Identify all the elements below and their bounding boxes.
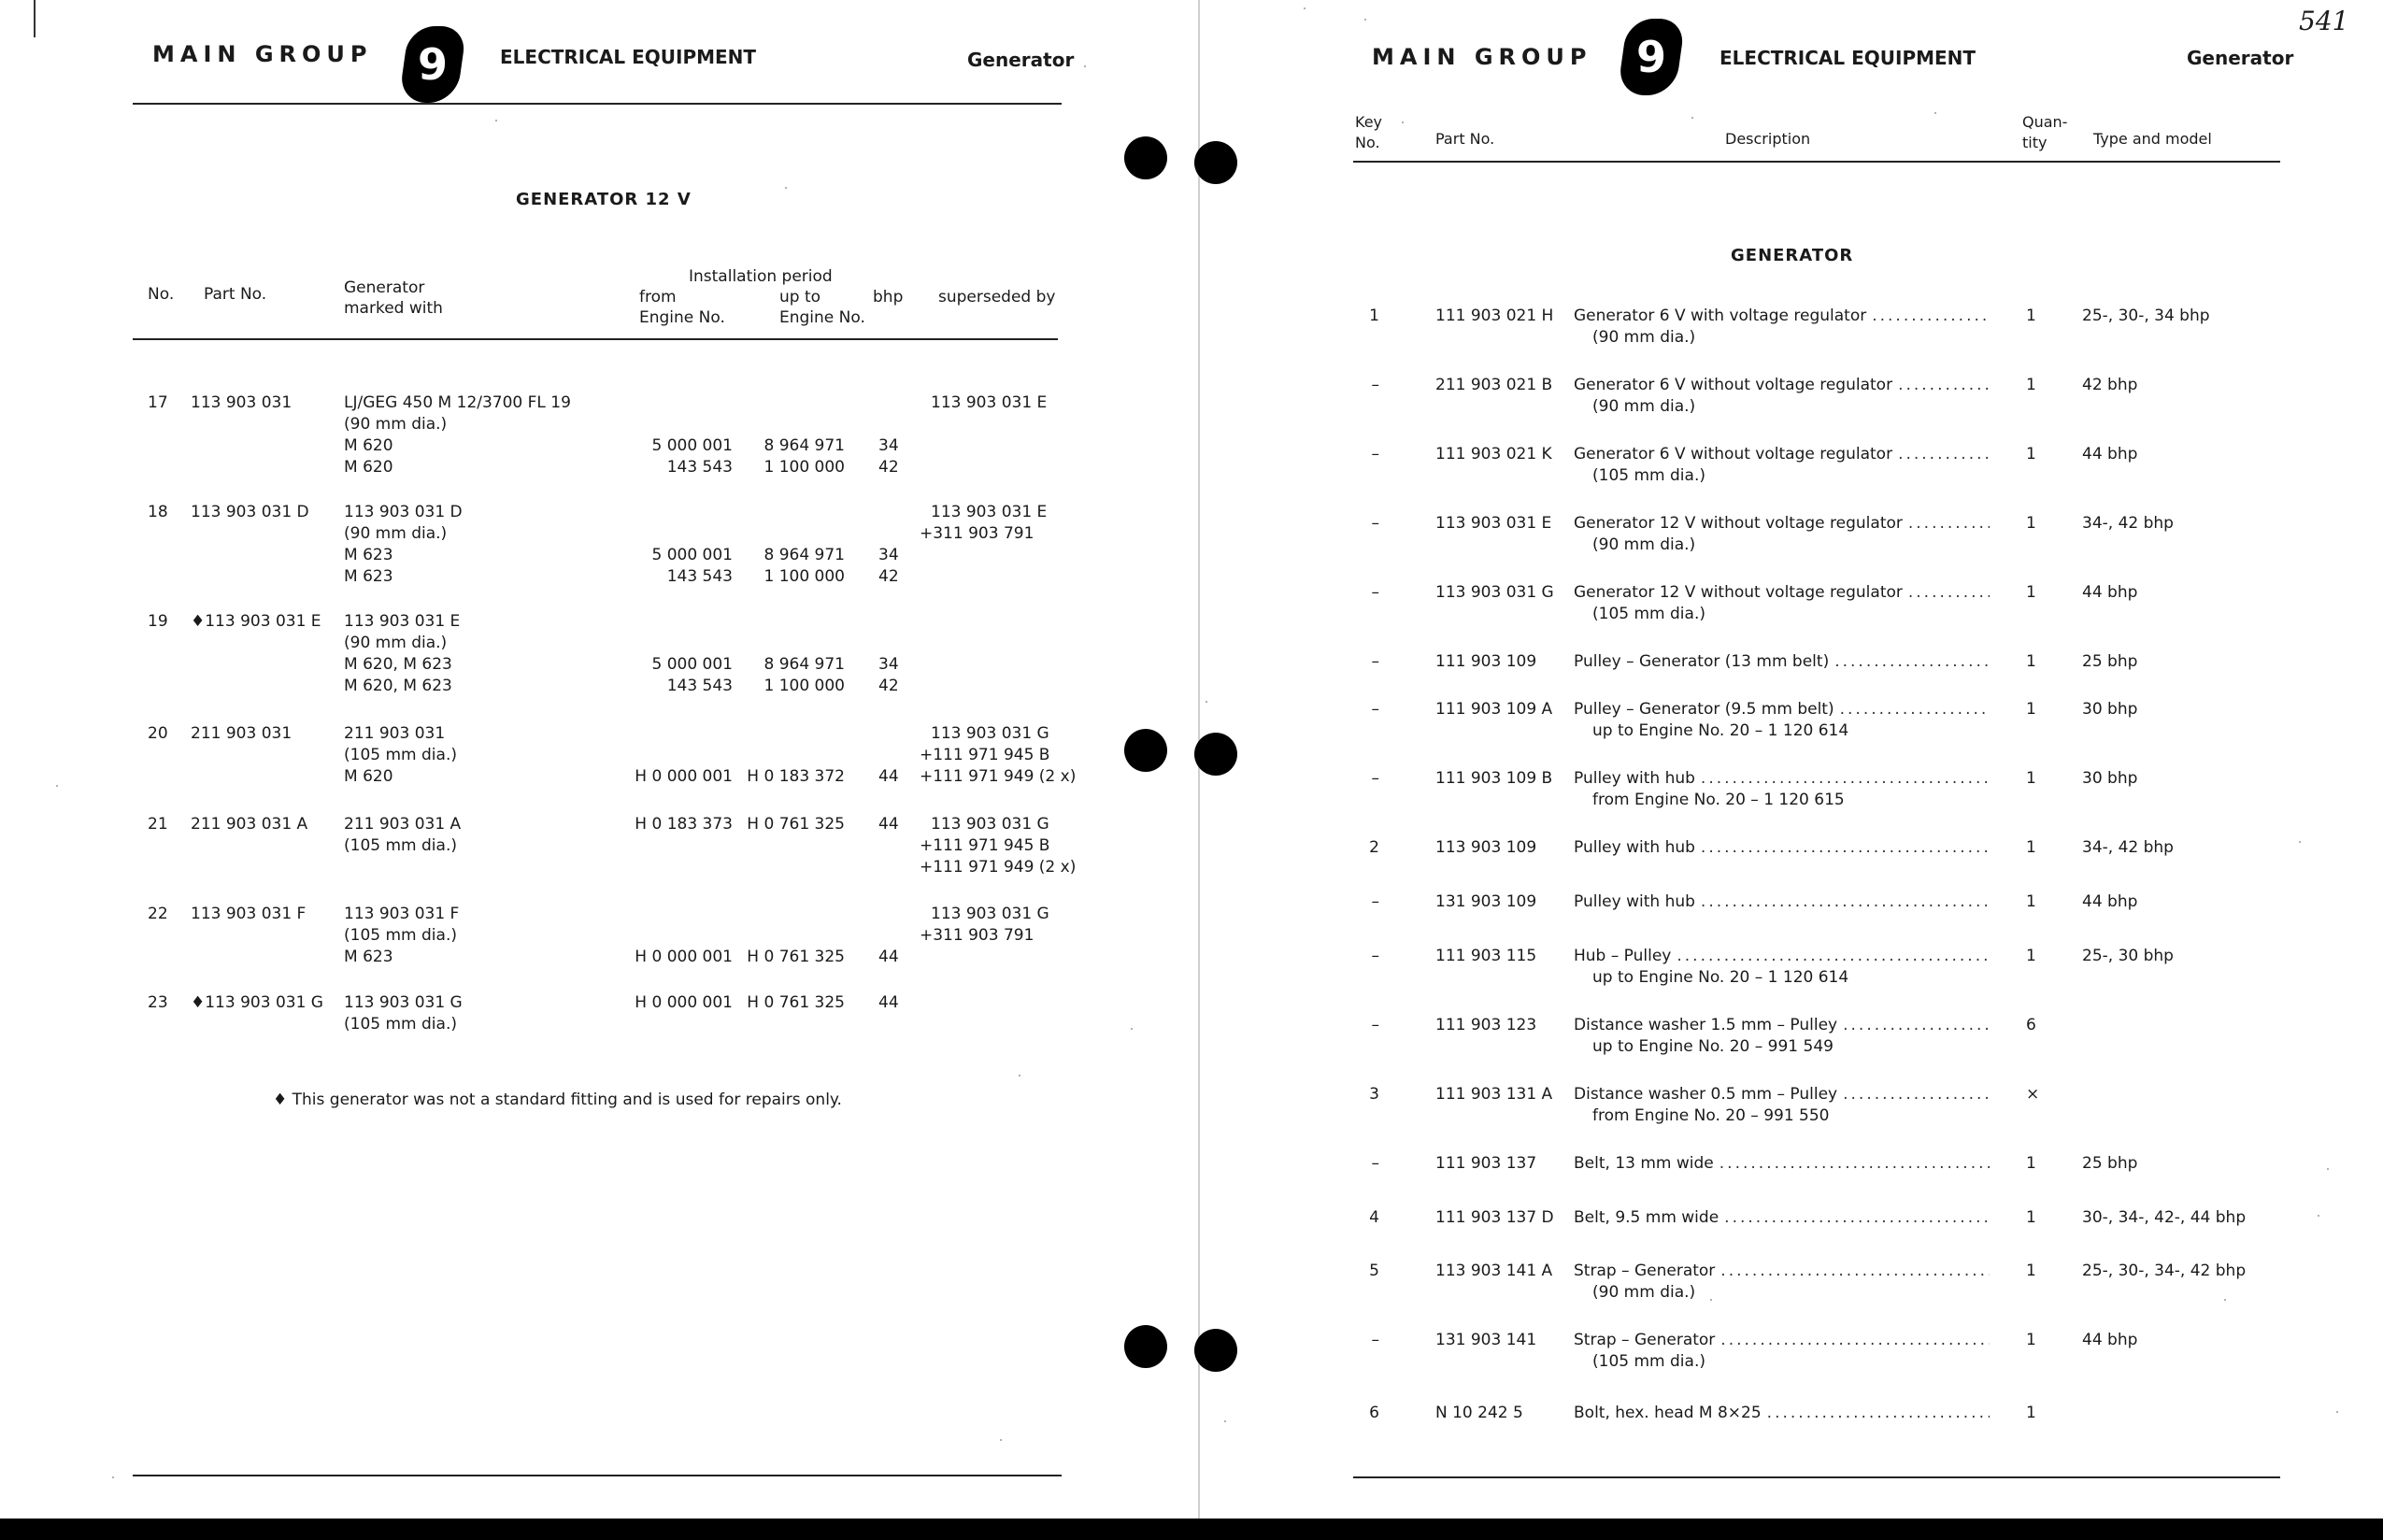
dot-leader xyxy=(1892,444,1990,465)
marked-with: (105 mm dia.) xyxy=(344,746,457,764)
scan-speck xyxy=(1206,701,1207,703)
description-continuation: (90 mm dia.) xyxy=(1592,328,1696,347)
dot-leader xyxy=(1903,513,1990,535)
description xyxy=(1574,444,1990,487)
type-and-model: 30 bhp xyxy=(2082,769,2138,788)
description-continuation: (105 mm dia.) xyxy=(1592,605,1705,623)
marked-with: M 620 xyxy=(344,458,393,477)
type-and-model: 44 bhp xyxy=(2082,1331,2138,1349)
dot-leader xyxy=(1837,1084,1990,1105)
scan-speck xyxy=(1019,1075,1020,1077)
key-number: 4 xyxy=(1369,1208,1379,1227)
bhp-value: 44 xyxy=(878,767,899,786)
up-to-engine-no: H 0 761 325 xyxy=(747,815,845,834)
subject-title: Generator xyxy=(2187,47,2294,69)
description xyxy=(1574,891,1990,913)
row-number: 19 xyxy=(148,612,168,631)
description xyxy=(1574,1153,1990,1175)
quantity: 1 xyxy=(2026,769,2036,788)
key-number: 2 xyxy=(1369,838,1379,857)
scan-speck xyxy=(1131,1028,1133,1030)
dot-leader xyxy=(1762,1403,1990,1424)
binder-hole xyxy=(1124,729,1167,772)
key-number: – xyxy=(1371,376,1379,394)
table-header-rule xyxy=(1353,161,2280,163)
up-to-engine-no: H 0 761 325 xyxy=(747,993,845,1012)
description-text: Bolt, hex. head M 8×25 xyxy=(1574,1404,1762,1422)
row-number: 23 xyxy=(148,993,168,1012)
key-number: – xyxy=(1371,769,1379,788)
bhp-value: 34 xyxy=(878,436,899,455)
dot-leader xyxy=(1695,837,1990,859)
part-number: 111 903 109 A xyxy=(1435,700,1553,719)
dot-leader xyxy=(1903,582,1990,604)
superseded-by: +111 971 949 (2 x) xyxy=(920,858,1077,877)
description-text: Generator 6 V with voltage regulator xyxy=(1574,307,1867,325)
marked-with: LJ/GEG 450 M 12/3700 FL 19 xyxy=(344,393,571,412)
description-text: Generator 6 V without voltage regulator xyxy=(1574,376,1893,394)
marked-with: (105 mm dia.) xyxy=(344,926,457,945)
part-number: 113 903 031 xyxy=(191,393,293,412)
quantity: 1 xyxy=(2026,1262,2036,1280)
marked-with: (90 mm dia.) xyxy=(344,634,448,652)
description-text: Pulley with hub xyxy=(1574,769,1695,788)
key-number: 6 xyxy=(1369,1404,1379,1422)
superseded-by: +111 971 949 (2 x) xyxy=(920,767,1077,786)
description xyxy=(1574,582,1990,625)
row-number: 17 xyxy=(148,393,168,412)
col-bhp: bhp xyxy=(873,288,904,307)
bhp-value: 44 xyxy=(878,993,899,1012)
dot-leader xyxy=(1834,699,1990,720)
bhp-value: 44 xyxy=(878,948,899,966)
description-text: Strap – Generator xyxy=(1574,1262,1716,1280)
right-page xyxy=(1200,0,2383,1519)
bhp-value: 44 xyxy=(878,815,899,834)
description xyxy=(1574,946,1990,989)
superseded-by: +111 971 945 B xyxy=(920,836,1050,855)
from-engine-no: 143 543 xyxy=(666,567,733,586)
key-number: 3 xyxy=(1369,1085,1379,1104)
binder-hole xyxy=(1124,136,1167,179)
section-title: ELECTRICAL EQUIPMENT xyxy=(500,46,757,68)
description xyxy=(1574,375,1990,418)
row-number: 21 xyxy=(148,815,168,834)
group-number-badge xyxy=(398,26,467,103)
quantity: 1 xyxy=(2026,307,2036,325)
type-and-model: 30-, 34-, 42-, 44 bhp xyxy=(2082,1208,2247,1227)
up-to-engine-no: 1 100 000 xyxy=(763,677,845,695)
description-text: Belt, 9.5 mm wide xyxy=(1574,1208,1719,1227)
part-number: 113 903 109 xyxy=(1435,838,1537,857)
col-description: Description xyxy=(1725,130,1811,148)
type-and-model: 42 bhp xyxy=(2082,376,2138,394)
key-number: – xyxy=(1371,652,1379,671)
key-number: – xyxy=(1371,445,1379,463)
type-and-model: 44 bhp xyxy=(2082,445,2138,463)
part-number: 111 903 131 A xyxy=(1435,1085,1553,1104)
part-number: 113 903 031 G xyxy=(1435,583,1554,602)
type-and-model: 25 bhp xyxy=(2082,1154,2138,1173)
subject-title: Generator xyxy=(967,49,1075,71)
up-to-engine-no: 1 100 000 xyxy=(763,567,845,586)
part-number: 111 903 115 xyxy=(1435,947,1537,965)
key-number: – xyxy=(1371,514,1379,533)
description-text: Pulley with hub xyxy=(1574,892,1695,911)
type-and-model: 34-, 42 bhp xyxy=(2082,514,2174,533)
description xyxy=(1574,699,1990,742)
key-number: – xyxy=(1371,892,1379,911)
part-number: 211 903 021 B xyxy=(1435,376,1553,394)
scan-speck xyxy=(1364,19,1366,21)
description-text: Pulley with hub xyxy=(1574,838,1695,857)
row-number: 20 xyxy=(148,724,168,743)
up-to-engine-no: H 0 761 325 xyxy=(747,948,845,966)
part-number: 111 903 109 B xyxy=(1435,769,1553,788)
marked-with: M 620, M 623 xyxy=(344,655,452,674)
col-from: from Engine No. xyxy=(639,288,725,327)
section-title: ELECTRICAL EQUIPMENT xyxy=(1719,47,1976,69)
scan-speck xyxy=(1084,65,1086,67)
marked-with: 211 903 031 A xyxy=(344,815,462,834)
description-continuation: from Engine No. 20 – 991 550 xyxy=(1592,1106,1830,1125)
superseded-by: +311 903 791 xyxy=(920,926,1035,945)
scan-mark xyxy=(34,0,36,37)
bhp-value: 34 xyxy=(878,546,899,564)
quantity: 1 xyxy=(2026,1404,2036,1422)
up-to-engine-no: 8 964 971 xyxy=(763,655,845,674)
description-continuation: (90 mm dia.) xyxy=(1592,535,1696,554)
description-text: Pulley – Generator (13 mm belt) xyxy=(1574,652,1830,671)
col-type-model: Type and model xyxy=(2093,130,2212,148)
part-number: N 10 242 5 xyxy=(1435,1404,1523,1422)
from-engine-no: 5 000 001 xyxy=(651,436,733,455)
col-marked-with: Generator marked with xyxy=(344,278,443,318)
key-number: – xyxy=(1371,1016,1379,1034)
superseded-by: +111 971 945 B xyxy=(920,746,1050,764)
binder-hole xyxy=(1194,141,1237,184)
up-to-engine-no: H 0 183 372 xyxy=(747,767,845,786)
footer-rule xyxy=(133,1475,1062,1476)
marked-with: 113 903 031 G xyxy=(344,993,463,1012)
part-number: 131 903 141 xyxy=(1435,1331,1537,1349)
part-number: 113 903 031 E xyxy=(1435,514,1552,533)
description-text: Belt, 13 mm wide xyxy=(1574,1154,1714,1173)
scan-speck xyxy=(2336,1411,2338,1413)
from-engine-no: 5 000 001 xyxy=(651,655,733,674)
superseded-by: 113 903 031 G xyxy=(931,815,1049,834)
quantity: 1 xyxy=(2026,583,2036,602)
dot-leader xyxy=(1695,891,1990,913)
description-text: Pulley – Generator (9.5 mm belt) xyxy=(1574,700,1834,719)
scan-speck xyxy=(1934,112,1936,114)
binder-hole xyxy=(1194,733,1237,776)
type-and-model: 44 bhp xyxy=(2082,583,2138,602)
up-to-engine-no: 8 964 971 xyxy=(763,546,845,564)
description-text: Strap – Generator xyxy=(1574,1331,1716,1349)
part-number: 111 903 021 K xyxy=(1435,445,1552,463)
col-quantity: Quan- tity xyxy=(2022,113,2068,151)
dot-leader xyxy=(1714,1153,1990,1175)
up-to-engine-no: 1 100 000 xyxy=(763,458,845,477)
description-text: Generator 12 V without voltage regulator xyxy=(1574,583,1903,602)
description-continuation: (105 mm dia.) xyxy=(1592,466,1705,485)
description-continuation: up to Engine No. 20 – 1 120 614 xyxy=(1592,968,1849,987)
superseded-by: +311 903 791 xyxy=(920,524,1035,543)
col-part-no: Part No. xyxy=(204,285,267,304)
type-and-model: 25 bhp xyxy=(2082,652,2138,671)
description xyxy=(1574,1403,1990,1424)
type-and-model: 34-, 42 bhp xyxy=(2082,838,2174,857)
row-number: 22 xyxy=(148,905,168,923)
description xyxy=(1574,1261,1990,1304)
marked-with: M 623 xyxy=(344,567,393,586)
quantity: 1 xyxy=(2026,1154,2036,1173)
superseded-by: 113 903 031 G xyxy=(931,905,1049,923)
description xyxy=(1574,513,1990,556)
key-number: 1 xyxy=(1369,307,1379,325)
description xyxy=(1574,768,1990,811)
scan-speck xyxy=(495,120,497,121)
dot-leader xyxy=(1866,306,1990,327)
footer-rule xyxy=(1353,1476,2280,1478)
marked-with: M 620 xyxy=(344,767,393,786)
marked-with: (105 mm dia.) xyxy=(344,1015,457,1034)
row-number: 18 xyxy=(148,503,168,521)
group-number-badge xyxy=(1617,19,1686,95)
marked-with: (90 mm dia.) xyxy=(344,524,448,543)
scan-speck xyxy=(2224,1299,2226,1301)
footnote: ♦ This generator was not a standard fitting and is used for repairs only. xyxy=(273,1091,842,1109)
bhp-value: 42 xyxy=(878,567,899,586)
part-number: ♦113 903 031 E xyxy=(191,612,321,631)
left-page xyxy=(0,0,1198,1519)
dot-leader xyxy=(1892,375,1990,396)
scan-speck xyxy=(785,187,787,189)
type-and-model: 25-, 30-, 34 bhp xyxy=(2082,307,2210,325)
description-text: Generator 12 V without voltage regulator xyxy=(1574,514,1903,533)
marked-with: 113 903 031 F xyxy=(344,905,460,923)
description xyxy=(1574,1015,1990,1058)
up-to-engine-no: 8 964 971 xyxy=(763,436,845,455)
superseded-by: 113 903 031 E xyxy=(931,503,1048,521)
scan-speck xyxy=(1402,121,1404,123)
dot-leader xyxy=(1719,1207,1990,1229)
marked-with: 113 903 031 E xyxy=(344,612,461,631)
part-number: 113 903 031 D xyxy=(191,503,309,521)
dot-leader xyxy=(1715,1261,1990,1282)
scan-speck xyxy=(2318,1215,2319,1217)
type-and-model: 25-, 30 bhp xyxy=(2082,947,2174,965)
superseded-by: 113 903 031 G xyxy=(931,724,1049,743)
group-number: 9 xyxy=(1635,32,1666,82)
table-title: GENERATOR xyxy=(1731,246,1854,265)
bhp-value: 42 xyxy=(878,677,899,695)
description-continuation: from Engine No. 20 – 1 120 615 xyxy=(1592,791,1845,809)
col-key-no: Key No. xyxy=(1355,113,1383,151)
description-text: Distance washer 1.5 mm – Pulley xyxy=(1574,1016,1838,1034)
superseded-by: 113 903 031 E xyxy=(931,393,1048,412)
binder-hole xyxy=(1124,1325,1167,1368)
from-engine-no: H 0 183 373 xyxy=(635,815,733,834)
key-number: – xyxy=(1371,947,1379,965)
description-text: Hub – Pulley xyxy=(1574,947,1672,965)
dot-leader xyxy=(1837,1015,1990,1036)
type-and-model: 25-, 30-, 34-, 42 bhp xyxy=(2082,1262,2247,1280)
marked-with: M 623 xyxy=(344,546,393,564)
page-number: 541 xyxy=(2299,6,2349,36)
description-continuation: up to Engine No. 20 – 1 120 614 xyxy=(1592,721,1849,740)
main-group-label: MAIN GROUP xyxy=(152,41,373,67)
description xyxy=(1574,1207,1990,1229)
quantity: 1 xyxy=(2026,838,2036,857)
quantity: 1 xyxy=(2026,445,2036,463)
scan-speck xyxy=(2299,841,2301,843)
header-rule xyxy=(133,103,1062,105)
dot-leader xyxy=(1695,768,1990,790)
marked-with: M 620, M 623 xyxy=(344,677,452,695)
part-number: ♦113 903 031 G xyxy=(191,993,323,1012)
key-number: – xyxy=(1371,700,1379,719)
part-number: 111 903 137 xyxy=(1435,1154,1537,1173)
part-number: 111 903 021 H xyxy=(1435,307,1554,325)
main-group-label: MAIN GROUP xyxy=(1372,44,1592,70)
group-number: 9 xyxy=(417,39,448,90)
scan-speck xyxy=(1000,1439,1002,1441)
part-number: 113 903 141 A xyxy=(1435,1262,1553,1280)
part-number: 113 903 031 F xyxy=(191,905,307,923)
table-header-rule xyxy=(133,338,1058,340)
col-installation-period: Installation period xyxy=(689,267,833,286)
marked-with: M 623 xyxy=(344,948,393,966)
scan-speck xyxy=(1710,1299,1712,1301)
quantity: 1 xyxy=(2026,376,2036,394)
binder-hole xyxy=(1194,1329,1237,1372)
scan-speck xyxy=(112,1476,114,1478)
description-text: Generator 6 V without voltage regulator xyxy=(1574,445,1893,463)
from-engine-no: 143 543 xyxy=(666,458,733,477)
description-continuation: (105 mm dia.) xyxy=(1592,1352,1705,1371)
quantity: 6 xyxy=(2026,1016,2036,1034)
key-number: – xyxy=(1371,1154,1379,1173)
dot-leader xyxy=(1671,946,1990,967)
col-up-to: up to Engine No. xyxy=(779,288,865,327)
key-number: 5 xyxy=(1369,1262,1379,1280)
dot-leader xyxy=(1829,651,1990,673)
scan-speck xyxy=(1304,7,1306,9)
from-engine-no: 143 543 xyxy=(666,677,733,695)
from-engine-no: 5 000 001 xyxy=(651,546,733,564)
quantity: 1 xyxy=(2026,652,2036,671)
description xyxy=(1574,837,1990,859)
description-text: Distance washer 0.5 mm – Pulley xyxy=(1574,1085,1838,1104)
description xyxy=(1574,1330,1990,1373)
description xyxy=(1574,306,1990,349)
from-engine-no: H 0 000 001 xyxy=(635,767,733,786)
part-number: 131 903 109 xyxy=(1435,892,1537,911)
quantity: 1 xyxy=(2026,892,2036,911)
marked-with: (90 mm dia.) xyxy=(344,415,448,434)
part-number: 211 903 031 xyxy=(191,724,293,743)
marked-with: M 620 xyxy=(344,436,393,455)
key-number: – xyxy=(1371,583,1379,602)
description-continuation: (90 mm dia.) xyxy=(1592,1283,1696,1302)
scan-speck xyxy=(1224,1420,1226,1422)
part-number: 211 903 031 A xyxy=(191,815,308,834)
scan-speck xyxy=(56,785,58,787)
description-continuation: (90 mm dia.) xyxy=(1592,397,1696,416)
marked-with: 211 903 031 xyxy=(344,724,446,743)
marked-with: 113 903 031 D xyxy=(344,503,463,521)
col-part-no: Part No. xyxy=(1435,130,1495,148)
quantity: 1 xyxy=(2026,514,2036,533)
bhp-value: 34 xyxy=(878,655,899,674)
description xyxy=(1574,651,1990,673)
quantity: 1 xyxy=(2026,947,2036,965)
type-and-model: 30 bhp xyxy=(2082,700,2138,719)
marked-with: (105 mm dia.) xyxy=(344,836,457,855)
from-engine-no: H 0 000 001 xyxy=(635,948,733,966)
description xyxy=(1574,1084,1990,1127)
quantity: × xyxy=(2026,1085,2040,1104)
quantity: 1 xyxy=(2026,1208,2036,1227)
from-engine-no: H 0 000 001 xyxy=(635,993,733,1012)
type-and-model: 44 bhp xyxy=(2082,892,2138,911)
quantity: 1 xyxy=(2026,700,2036,719)
description-continuation: up to Engine No. 20 – 991 549 xyxy=(1592,1037,1834,1056)
bhp-value: 42 xyxy=(878,458,899,477)
table-title: GENERATOR 12 V xyxy=(516,190,692,209)
col-superseded-by: superseded by xyxy=(938,288,1056,307)
scan-speck xyxy=(1691,117,1693,119)
dot-leader xyxy=(1715,1330,1990,1351)
part-number: 111 903 123 xyxy=(1435,1016,1537,1034)
col-no: No. xyxy=(148,285,175,304)
quantity: 1 xyxy=(2026,1331,2036,1349)
scan-speck xyxy=(2327,1168,2329,1170)
scan-bottom-edge xyxy=(0,1519,2383,1540)
part-number: 111 903 137 D xyxy=(1435,1208,1554,1227)
key-number: – xyxy=(1371,1331,1379,1349)
part-number: 111 903 109 xyxy=(1435,652,1537,671)
